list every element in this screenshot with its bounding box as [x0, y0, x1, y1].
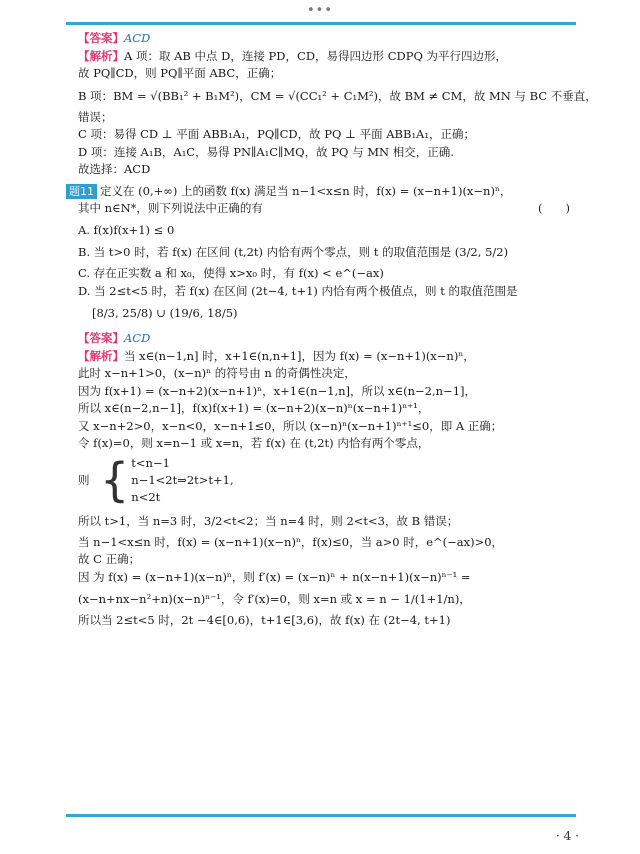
equation-system: [78, 455, 578, 506]
analysis-line: 故 PQ∥CD，则 PQ∥平面 ABC，正确；: [78, 66, 282, 80]
analysis-line: 因为 f(x+1) = (x−n+2)(x−n+1)ⁿ，x+1∈(n−1,n]，所以 x∈(n−2,n−1]，: [78, 383, 476, 398]
drag-handle-dots[interactable]: •••: [306, 3, 333, 18]
option-d-range: [8/3, 25/8) ∪ (19/6, 18/5): [92, 306, 238, 320]
analysis-line: 当 n−1<x≤n 时，f(x) = (x−n+1)(x−n)ⁿ，f(x)≤0，当 a>0 时，e^(−ax)>0，: [78, 534, 504, 549]
system-label: 则: [78, 473, 90, 487]
answer-value: ACD: [124, 31, 151, 45]
question-stem-text: 其中 n∈N*，则下列说法中正确的有: [78, 201, 263, 215]
question-number-badge: 题11: [66, 184, 97, 199]
page-number: · 4 ·: [556, 829, 579, 843]
analysis-line: [78, 48, 578, 66]
analysis-line: 故选择：ACD: [78, 162, 151, 176]
answer-line: [78, 30, 578, 48]
page-content: [69, 30, 597, 630]
analysis-line: 此时 x−n+1>0，(x−n)ⁿ 的符号由 n 的奇偶性决定，: [78, 366, 356, 380]
analysis-line: 故 C 正确；: [78, 552, 141, 566]
system-row: n−1<2t⇒2t>t+1,: [131, 472, 234, 487]
option-a: A. f(x)f(x+1) ≤ 0: [78, 222, 175, 237]
answer-blank: ( ): [538, 201, 570, 215]
answer-line: [78, 330, 578, 348]
top-divider: [66, 22, 576, 25]
analysis-line: 令 f(x)=0，则 x=n−1 或 x=n，若 f(x) 在 (t,2t) 内恰有两个零点，: [78, 436, 430, 450]
analysis-line: 因 为 f(x) = (x−n+1)(x−n)ⁿ，则 f′(x) = (x−n)ⁿ + n(x−n+1)(x−n)ⁿ⁻¹ =: [78, 569, 471, 584]
question-stem: [78, 200, 578, 218]
option-b: B. 当 t>0 时，若 f(x) 在区间 (t,2t) 内恰有两个零点，则 t 的取值范围是 (3/2, 5/2): [78, 245, 509, 259]
analysis-text: 当 x∈(n−1,n] 时，x+1∈(n,n+1]，因为 f(x) = (x−n+1)(x−n)ⁿ，: [124, 348, 475, 363]
analysis-text: A 项：取 AB 中点 D，连接 PD，CD，易得四边形 CDPQ 为平行四边形，: [124, 48, 508, 63]
analysis-line: C 项：易得 CD ⊥ 平面 ABB₁A₁，PQ∥CD，故 PQ ⊥ 平面 ABB₁A₁，正确；: [78, 127, 475, 141]
system-row: n<2t: [131, 489, 161, 504]
analysis-line: 错误；: [78, 109, 113, 124]
analysis-line: B 项：BM = √(BB₁² + B₁M²)，CM = √(CC₁² + C₁M²)，故 BM ≠ CM，故 MN 与 BC 不垂直，: [78, 88, 597, 103]
analysis-line: 所以 t>1，当 n=3 时，3/2<t<2；当 n=4 时，则 2<t<3，故 B 错误；: [78, 513, 459, 528]
analysis-line: (x−n+nx−n²+n)(x−n)ⁿ⁻¹，令 f′(x)=0，则 x=n 或 x = n − 1/(1+1/n)，: [78, 592, 471, 606]
analysis-tag: 【解析】: [78, 348, 124, 363]
system-rows: [131, 455, 233, 506]
answer-tag: 【答案】: [78, 31, 124, 45]
analysis-line: 所以 x∈(n−2,n−1]，f(x)f(x+1) = (x−n+2)(x−n)ⁿ(x−n+1)ⁿ⁺¹，: [78, 401, 430, 415]
left-brace-icon: {: [100, 453, 130, 507]
question-stem-text: 定义在 (0,+∞) 上的函数 f(x) 满足当 n−1<x≤n 时，f(x) = (x−n+1)(x−n)ⁿ，: [100, 183, 512, 198]
analysis-tag: 【解析】: [78, 48, 124, 63]
analysis-line: 所以当 2≤t<5 时，2t −4∈[0,6)，t+1∈[3,6)，故 f(x) 在 (2t−4, t+1): [78, 613, 451, 627]
bottom-divider: [66, 814, 576, 817]
answer-value: ACD: [124, 331, 151, 345]
analysis-line: 又 x−n+2>0，x−n<0，x−n+1≤0，所以 (x−n)ⁿ(x−n+1)ⁿ⁺¹≤0，即 A 正确；: [78, 418, 503, 433]
analysis-line: D 项：连接 A₁B，A₁C，易得 PN∥A₁C∥MQ，故 PQ 与 MN 相交，正确.: [78, 144, 454, 159]
answer-tag: 【答案】: [78, 331, 124, 345]
analysis-line: [78, 348, 578, 366]
option-c: C. 存在正实数 a 和 x₀，使得 x>x₀ 时，有 f(x) < e^(−ax): [78, 266, 384, 280]
system-row: t<n−1: [131, 455, 170, 470]
option-d: D. 当 2≤t<5 时，若 f(x) 在区间 (2t−4, t+1) 内恰有两个极值点，则 t 的取值范围是: [78, 283, 518, 298]
question-stem: [69, 183, 578, 201]
